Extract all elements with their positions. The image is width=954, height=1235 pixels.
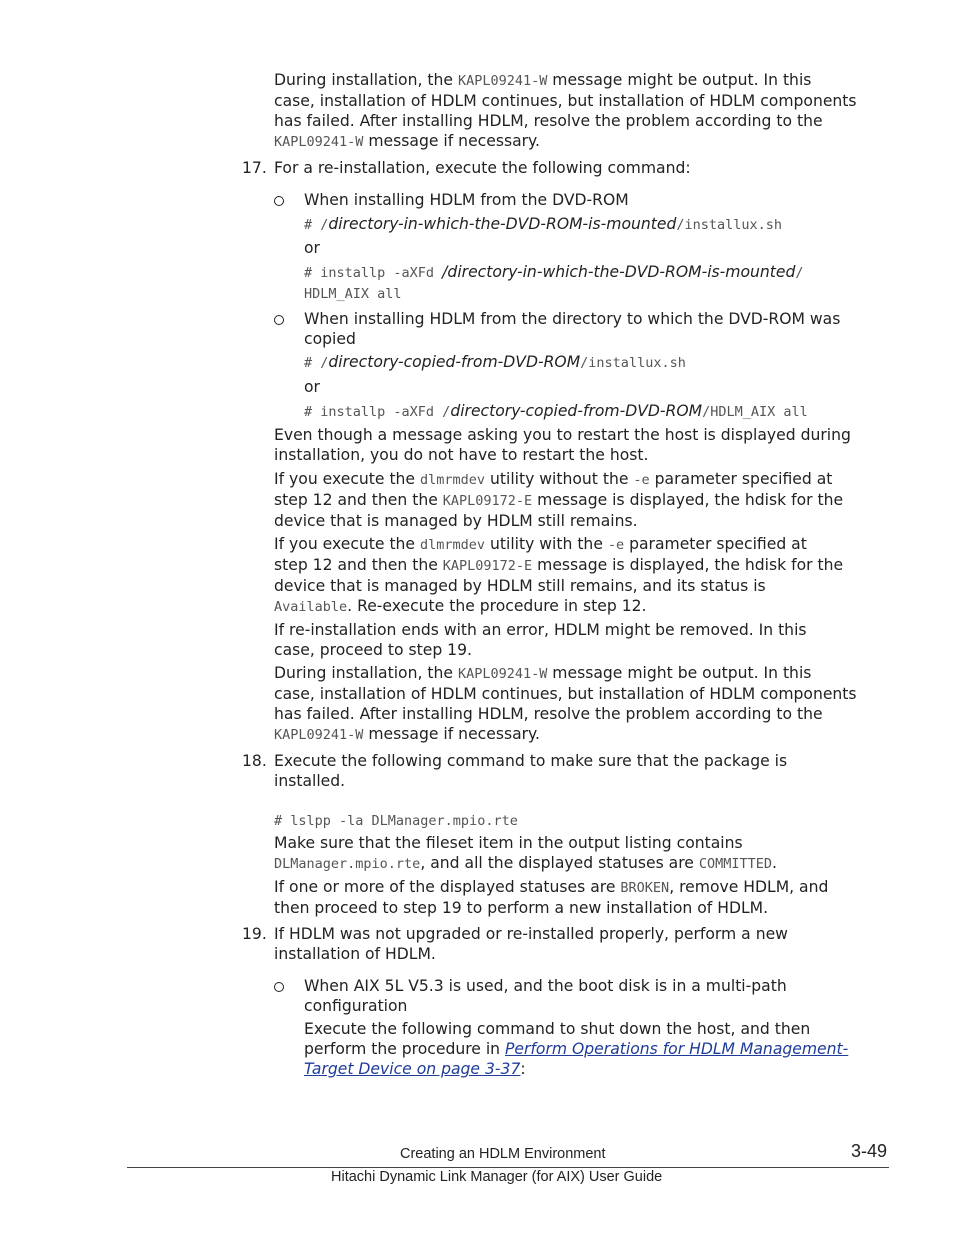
step-number-17: 17. <box>242 159 267 177</box>
dvd-command-1: # /directory-in-which-the-DVD-ROM-is-mounted/installux.sh <box>304 215 783 233</box>
step-19-text: If HDLM was not upgraded or re-installed properly, perform a new installation of HDLM. <box>274 925 788 963</box>
restart-note: Even though a message asking you to restart the host is displayed during installation, you do not have to restart the host. <box>274 426 851 464</box>
step-18-text: Execute the following command to make sure that the package is installed. <box>274 752 788 790</box>
or-text: or <box>304 239 320 257</box>
paragraph-warning-intro: During installation, the KAPL09241-W message might be output. In this case, installation of HDLM continues, but installation of HDLM components has failed. After installing HDLM, resolve the problem according to the KAPL09241-W message if necessary. <box>274 71 857 150</box>
perform-operations-link-cont[interactable]: Target Device on page 3-37 <box>304 1060 521 1078</box>
footer-chapter: Creating an HDLM Environment <box>400 1146 606 1162</box>
dvd-install-label: When installing HDLM from the DVD-ROM <box>304 191 629 209</box>
step-number-18: 18. <box>242 752 267 770</box>
bullet-icon <box>274 196 284 206</box>
shutdown-instruction: Execute the following command to shut down the host, and then perform the procedure in Perform Operations for HDLM Management- Target Device on page 3-37: <box>304 1020 849 1078</box>
or-text: or <box>304 378 320 396</box>
lslpp-command: # lslpp -la DLManager.mpio.rte <box>274 813 518 829</box>
footer-divider <box>127 1167 889 1168</box>
step-17-text: For a re-installation, execute the following command: <box>274 159 691 177</box>
dvd-command-2-cont: HDLM_AIX all <box>304 286 402 302</box>
dvd-command-2: # installp -aXFd /directory-in-which-the-DVD-ROM-is-mounted/ <box>304 263 804 281</box>
page-number: 3-49 <box>851 1141 888 1161</box>
broken-status-note: If one or more of the displayed statuses are BROKEN, remove HDLM, and then proceed to step 19 to perform a new installation of HDLM. <box>274 878 829 917</box>
aix-bootdisk-label: When AIX 5L V5.3 is used, and the boot disk is in a multi-path configuration <box>304 977 787 1015</box>
step-number-19: 19. <box>242 925 267 943</box>
bullet-icon <box>274 315 284 325</box>
paragraph-warning-repeat: During installation, the KAPL09241-W message might be output. In this case, installation of HDLM continues, but installation of HDLM components has failed. After installing HDLM, resolve the problem according to the KAPL09241-W message if necessary. <box>274 664 857 743</box>
dlmrmdev-with-e-note: If you execute the dlmrmdev utility with the -e parameter specified at step 12 and then the KAPL09172-E message is displayed, the hdisk for the device that is managed by HDLM still remains, and its status is Available. Re-execute the procedure in step 12. <box>274 535 844 615</box>
footer-guide-title: Hitachi Dynamic Link Manager (for AIX) User Guide <box>331 1169 663 1185</box>
dlmrmdev-without-e-note: If you execute the dlmrmdev utility without the -e parameter specified at step 12 and then the KAPL09172-E message is displayed, the hdisk for the device that is managed by HDLM still remains. <box>274 470 844 530</box>
bullet-icon <box>274 982 284 992</box>
reinstall-error-note: If re-installation ends with an error, HDLM might be removed. In this case, proceed to step 19. <box>274 621 807 659</box>
copy-command-1: # /directory-copied-from-DVD-ROM/installux.sh <box>304 353 686 371</box>
fileset-check-note: Make sure that the fileset item in the output listing contains DLManager.mpio.rte, and all the displayed statuses are COMMITTED. <box>274 834 777 872</box>
copy-command-2: # installp -aXFd /directory-copied-from-DVD-ROM/HDLM_AIX all <box>304 402 808 420</box>
perform-operations-link[interactable]: Perform Operations for HDLM Management- <box>505 1040 849 1058</box>
copy-install-label: When installing HDLM from the directory to which the DVD-ROM was copied <box>304 310 841 348</box>
